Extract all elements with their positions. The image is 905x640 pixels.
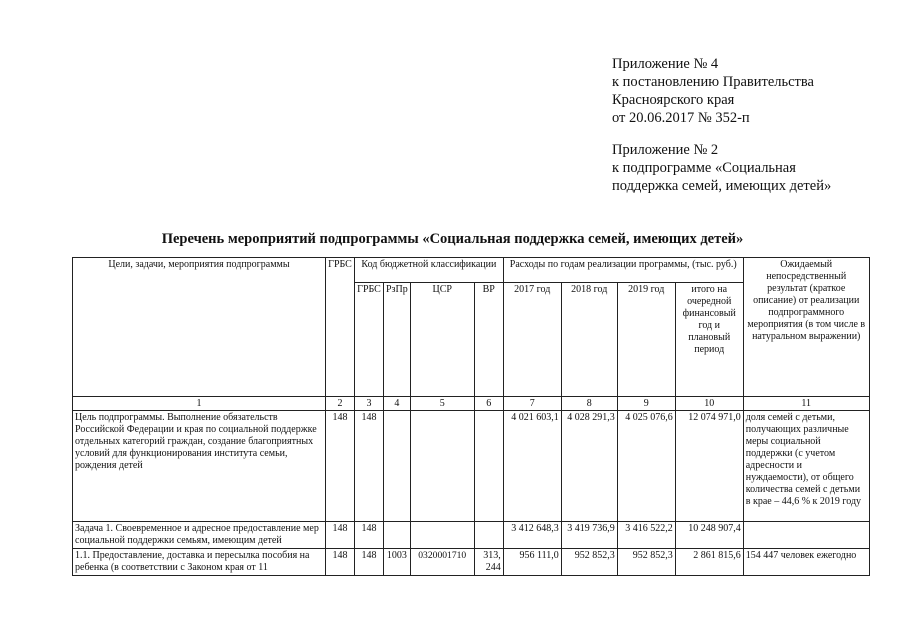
row-rzpr	[384, 522, 411, 549]
row-2017: 956 111,0	[503, 549, 561, 576]
appendix-2-line1: Приложение № 2	[612, 142, 719, 158]
appendix-4-header	[612, 55, 814, 127]
appendix-4-line3: Красноярского края	[612, 92, 735, 108]
row-rzpr	[384, 411, 411, 522]
row-vr	[474, 522, 503, 549]
row-total: 10 248 907,4	[675, 522, 743, 549]
row-grbs: 148	[326, 522, 355, 549]
row-grbs: 148	[326, 411, 355, 522]
column-number: 5	[410, 397, 474, 411]
row-result: доля семей с детьми, получающих различные меры социальной поддержки (с учетом адресности и нуждаемости), от общего количества семей с детьми в крае – 44,6 % к 2019 году	[743, 411, 869, 522]
column-number-row	[73, 397, 870, 411]
row-csr	[410, 522, 474, 549]
row-name: 1.1. Предоставление, доставка и пересылка пособия на ребенка (в соответствии с Законом края от 11	[73, 549, 326, 576]
column-number: 6	[474, 397, 503, 411]
column-number: 4	[384, 397, 411, 411]
header-row-1	[73, 258, 870, 283]
row-2019: 3 416 522,2	[617, 522, 675, 549]
row-grbs: 148	[326, 549, 355, 576]
table-row-task-1	[73, 522, 870, 549]
column-number: 7	[503, 397, 561, 411]
appendix-4-line1: Приложение № 4	[612, 56, 719, 72]
row-2018: 3 419 736,9	[561, 522, 617, 549]
appendix-2-header	[612, 141, 831, 195]
row-2017: 3 412 648,3	[503, 522, 561, 549]
appendix-2-line3: поддержка семей, имеющих детей»	[612, 178, 832, 194]
column-number: 8	[561, 397, 617, 411]
header-2019: 2019 год	[617, 283, 675, 397]
header-goals: Цели, задачи, мероприятия подпрограммы	[73, 258, 326, 397]
row-2019: 952 852,3	[617, 549, 675, 576]
row-2018: 4 028 291,3	[561, 411, 617, 522]
header-result: Ожидаемый непосредственный результат (краткое описание) от реализации подпрограммного мероприятия (в том числе в натуральном выражении)	[743, 258, 869, 397]
header-sub-vr: ВР	[474, 283, 503, 397]
document-title: Перечень мероприятий подпрограммы «Социальная поддержка семей, имеющих детей»	[161, 231, 744, 247]
header-total: итого на очередной финансовый год и плановый период	[675, 283, 743, 397]
appendix-2-line2: к подпрограмме «Социальная	[612, 160, 796, 176]
row-csr: 0320001710	[410, 549, 474, 576]
row-total: 2 861 815,6	[675, 549, 743, 576]
row-name: Задача 1. Своевременное и адресное предоставление мер социальной поддержки семьям, имеющим детей	[73, 522, 326, 549]
column-number: 11	[743, 397, 869, 411]
row-csr	[410, 411, 474, 522]
row-name: Цель подпрограммы. Выполнение обязательств Российской Федерации и края по социальной поддержке отдельных категорий граждан, создание благоприятных условий для функционирования института семьи, рождения детей	[73, 411, 326, 522]
column-number: 10	[675, 397, 743, 411]
header-budget-code: Код бюджетной классификации	[355, 258, 504, 283]
header-sub-csr: ЦСР	[410, 283, 474, 397]
row-vr	[474, 411, 503, 522]
row-result: 154 447 человек ежегодно	[743, 549, 869, 576]
row-vr: 313, 244	[474, 549, 503, 576]
column-number: 2	[326, 397, 355, 411]
column-number: 1	[73, 397, 326, 411]
row-total: 12 074 971,0	[675, 411, 743, 522]
row-2018: 952 852,3	[561, 549, 617, 576]
appendix-4-line4: от 20.06.2017 № 352-п	[612, 110, 750, 126]
row-2019: 4 025 076,6	[617, 411, 675, 522]
row-grbs-code: 148	[355, 522, 384, 549]
table-row-measure-1-1	[73, 549, 870, 576]
row-2017: 4 021 603,1	[503, 411, 561, 522]
header-grbs: ГРБС	[326, 258, 355, 397]
header-expenses: Расходы по годам реализации программы, (тыс. руб.)	[503, 258, 743, 283]
row-grbs-code: 148	[355, 549, 384, 576]
row-grbs-code: 148	[355, 411, 384, 522]
header-2018: 2018 год	[561, 283, 617, 397]
measures-table	[72, 257, 870, 576]
header-2017: 2017 год	[503, 283, 561, 397]
row-result	[743, 522, 869, 549]
header-sub-rzpr: РзПр	[384, 283, 411, 397]
row-rzpr: 1003	[384, 549, 411, 576]
table-row-goal	[73, 411, 870, 522]
column-number: 9	[617, 397, 675, 411]
header-sub-grbs: ГРБС	[355, 283, 384, 397]
column-number: 3	[355, 397, 384, 411]
appendix-4-line2: к постановлению Правительства	[612, 74, 814, 90]
